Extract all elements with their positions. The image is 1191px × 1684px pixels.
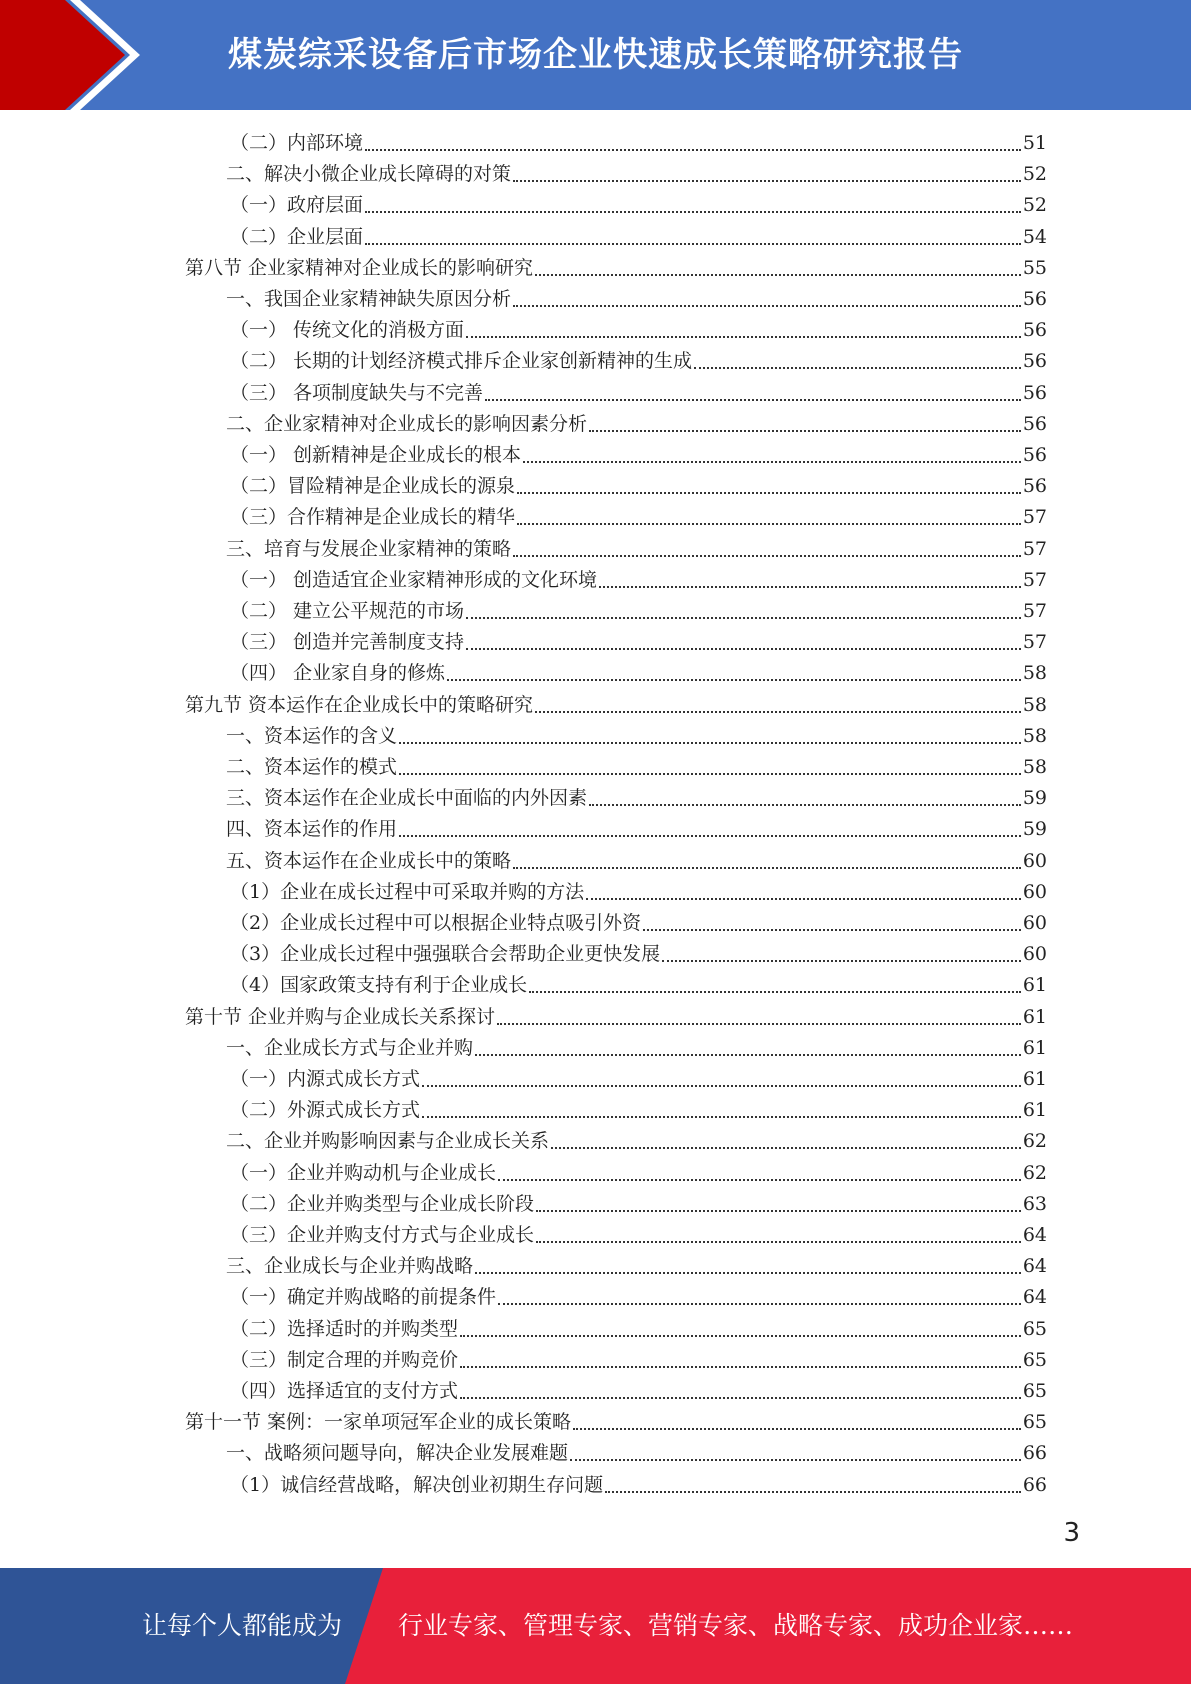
toc-dot-leader (536, 1210, 1021, 1212)
toc-entry-page: 57 (1022, 600, 1047, 622)
toc-entry-title: （二） 长期的计划经济模式排斥企业家创新精神的生成 (230, 350, 693, 372)
toc-entry[interactable] (230, 565, 1047, 596)
toc-dot-leader (365, 243, 1021, 245)
toc-entry-title: 第十一节 案例：一家单项冠军企业的成长策略 (185, 1411, 572, 1433)
toc-entry[interactable] (226, 846, 1047, 877)
page-footer (0, 1568, 1191, 1684)
toc-entry-title: （3）企业成长过程中强强联合会帮助企业更快发展 (230, 943, 661, 965)
toc-entry[interactable] (230, 627, 1047, 658)
toc-entry-title: 三、资本运作在企业成长中面临的内外因素 (226, 787, 588, 809)
toc-entry-title: （三） 各项制度缺失与不完善 (230, 382, 484, 404)
toc-entry[interactable] (230, 939, 1047, 970)
toc-entry[interactable] (185, 1002, 1047, 1033)
toc-entry[interactable] (230, 596, 1047, 627)
toc-entry[interactable] (230, 378, 1047, 409)
toc-dot-leader (466, 336, 1021, 338)
toc-entry-page: 59 (1022, 818, 1047, 840)
toc-dot-leader (460, 1397, 1021, 1399)
toc-entry-title: （二）企业并购类型与企业成长阶段 (230, 1193, 535, 1215)
toc-entry-page: 57 (1022, 631, 1047, 653)
toc-entry[interactable] (230, 1376, 1047, 1407)
toc-entry[interactable] (226, 159, 1047, 190)
toc-entry-page: 61 (1022, 974, 1047, 996)
toc-dot-leader (485, 399, 1021, 401)
toc-entry-title: 三、培育与发展企业家精神的策略 (226, 538, 512, 560)
toc-entry-page: 58 (1022, 662, 1047, 684)
toc-dot-leader (517, 492, 1021, 494)
page-number: 3 (1063, 1518, 1080, 1548)
toc-entry-page: 65 (1022, 1380, 1047, 1402)
toc-dot-leader (422, 1116, 1021, 1118)
toc-entry-title: 一、战略须问题导向，解决企业发展难题 (226, 1442, 569, 1464)
toc-entry-page: 51 (1022, 132, 1047, 154)
toc-entry-page: 64 (1022, 1286, 1047, 1308)
toc-entry[interactable] (230, 1095, 1047, 1126)
toc-entry[interactable] (230, 1282, 1047, 1313)
toc-entry-title: （一）政府层面 (230, 194, 364, 216)
toc-entry-title: （四）选择适宜的支付方式 (230, 1380, 459, 1402)
toc-entry[interactable] (226, 1251, 1047, 1282)
toc-entry-title: （4）国家政策支持有利于企业成长 (230, 974, 528, 996)
toc-entry[interactable] (230, 222, 1047, 253)
report-title: 煤炭综采设备后市场企业快速成长策略研究报告 (228, 35, 963, 75)
toc-entry-page: 54 (1022, 226, 1047, 248)
toc-dot-leader (535, 711, 1021, 713)
toc-dot-leader (498, 1179, 1021, 1181)
toc-dot-leader (399, 773, 1021, 775)
toc-entry-title: （1）企业在成长过程中可采取并购的方法 (230, 881, 585, 903)
toc-entry[interactable] (226, 721, 1047, 752)
toc-entry-title: （一）确定并购战略的前提条件 (230, 1286, 497, 1308)
toc-entry[interactable] (230, 1064, 1047, 1095)
toc-entry-title: 一、企业成长方式与企业并购 (226, 1037, 474, 1059)
toc-entry-title: 四、资本运作的作用 (226, 818, 398, 840)
toc-entry[interactable] (185, 1407, 1047, 1438)
toc-entry-title: （一） 创造适宜企业家精神形成的文化环境 (230, 569, 598, 591)
footer-slogan-left: 让每个人都能成为 (142, 1611, 343, 1640)
toc-entry-title: （2）企业成长过程中可以根据企业特点吸引外资 (230, 912, 642, 934)
toc-entry-title: 五、资本运作在企业成长中的策略 (226, 850, 512, 872)
toc-entry-page: 60 (1022, 943, 1047, 965)
header-arrow-graphic (0, 0, 160, 110)
toc-entry[interactable] (230, 346, 1047, 377)
page-header (0, 0, 1191, 110)
toc-dot-leader (573, 1428, 1021, 1430)
toc-dot-leader (536, 1241, 1021, 1243)
toc-entry-title: （二）外源式成长方式 (230, 1099, 421, 1121)
toc-entry[interactable] (226, 1033, 1047, 1064)
toc-entry[interactable] (226, 783, 1047, 814)
toc-dot-leader (605, 1491, 1021, 1493)
toc-dot-leader (513, 305, 1021, 307)
toc-entry-title: 二、资本运作的模式 (226, 756, 398, 778)
toc-dot-leader (475, 1054, 1021, 1056)
toc-dot-leader (599, 586, 1021, 588)
toc-entry-page: 56 (1022, 413, 1047, 435)
toc-entry-title: 二、企业家精神对企业成长的影响因素分析 (226, 413, 588, 435)
toc-entry-page: 65 (1022, 1411, 1047, 1433)
toc-entry[interactable] (185, 690, 1047, 721)
toc-entry-title: （1）诚信经营战略，解决创业初期生存问题 (230, 1474, 604, 1496)
toc-entry[interactable] (230, 315, 1047, 346)
toc-entry-page: 57 (1022, 506, 1047, 528)
toc-dot-leader (399, 835, 1021, 837)
toc-dot-leader (589, 430, 1021, 432)
toc-dot-leader (551, 1147, 1021, 1149)
toc-dot-leader (589, 804, 1021, 806)
toc-dot-leader (447, 679, 1021, 681)
toc-entry[interactable] (230, 658, 1047, 689)
toc-dot-leader (513, 555, 1021, 557)
toc-entry-page: 56 (1022, 444, 1047, 466)
toc-entry-page: 61 (1022, 1068, 1047, 1090)
toc-entry-title: 第十节 企业并购与企业成长关系探讨 (185, 1006, 496, 1028)
toc-dot-leader (523, 461, 1021, 463)
toc-entry-page: 61 (1022, 1006, 1047, 1028)
toc-entry-page: 55 (1022, 257, 1047, 279)
toc-dot-leader (643, 929, 1021, 931)
toc-entry-page: 58 (1022, 725, 1047, 747)
toc-dot-leader (365, 211, 1021, 213)
toc-entry-page: 65 (1022, 1349, 1047, 1371)
toc-entry-page: 65 (1022, 1318, 1047, 1340)
toc-entry-title: （二）冒险精神是企业成长的源泉 (230, 475, 516, 497)
toc-entry-page: 56 (1022, 288, 1047, 310)
toc-entry-title: （一） 传统文化的消极方面 (230, 319, 465, 341)
toc-entry-page: 61 (1022, 1099, 1047, 1121)
toc-entry[interactable] (230, 440, 1047, 471)
toc-entry[interactable] (226, 534, 1047, 565)
toc-entry-title: （二）企业层面 (230, 226, 364, 248)
toc-entry-title: （二）内部环境 (230, 132, 364, 154)
toc-entry-page: 56 (1022, 382, 1047, 404)
toc-entry[interactable] (226, 752, 1047, 783)
toc-entry[interactable] (230, 877, 1047, 908)
toc-dot-leader (466, 617, 1021, 619)
toc-dot-leader (586, 898, 1021, 900)
toc-entry-title: （二）选择适时的并购类型 (230, 1318, 459, 1340)
toc-entry-page: 57 (1022, 569, 1047, 591)
toc-dot-leader (535, 274, 1021, 276)
toc-dot-leader (513, 180, 1021, 182)
toc-dot-leader (497, 1023, 1021, 1025)
toc-dot-leader (475, 1272, 1021, 1274)
toc-entry[interactable] (230, 1158, 1047, 1189)
toc-entry-title: 第八节 企业家精神对企业成长的影响研究 (185, 257, 534, 279)
toc-entry[interactable] (230, 1189, 1047, 1220)
toc-entry-page: 62 (1022, 1162, 1047, 1184)
toc-entry-page: 61 (1022, 1037, 1047, 1059)
toc-entry-title: （一）内源式成长方式 (230, 1068, 421, 1090)
toc-entry[interactable] (230, 471, 1047, 502)
toc-entry-page: 52 (1022, 163, 1047, 185)
toc-entry-page: 60 (1022, 881, 1047, 903)
toc-entry-page: 66 (1022, 1474, 1047, 1496)
toc-dot-leader (513, 867, 1021, 869)
toc-entry-page: 60 (1022, 912, 1047, 934)
toc-entry-page: 62 (1022, 1130, 1047, 1152)
toc-entry-page: 52 (1022, 194, 1047, 216)
toc-entry-page: 56 (1022, 350, 1047, 372)
toc-entry-title: 第九节 资本运作在企业成长中的策略研究 (185, 694, 534, 716)
toc-entry[interactable] (230, 1345, 1047, 1376)
toc-dot-leader (662, 960, 1021, 962)
toc-entry-title: （一） 创新精神是企业成长的根本 (230, 444, 522, 466)
footer-slogan-right: 行业专家、管理专家、营销专家、战略专家、成功企业家…… (398, 1611, 1074, 1640)
toc-entry-page: 57 (1022, 538, 1047, 560)
toc-entry-title: （四） 企业家自身的修炼 (230, 662, 446, 684)
toc-entry-page: 58 (1022, 756, 1047, 778)
toc-entry[interactable] (185, 253, 1047, 284)
toc-entry-title: 二、解决小微企业成长障碍的对策 (226, 163, 512, 185)
toc-dot-leader (498, 1303, 1021, 1305)
toc-entry[interactable] (226, 409, 1047, 440)
toc-entry[interactable] (230, 1314, 1047, 1345)
toc-dot-leader (365, 149, 1021, 151)
toc-entry[interactable] (230, 128, 1047, 159)
toc-entry[interactable] (226, 1126, 1047, 1157)
toc-entry-title: （三） 创造并完善制度支持 (230, 631, 465, 653)
toc-entry-title: 一、我国企业家精神缺失原因分析 (226, 288, 512, 310)
toc-entry-title: 二、企业并购影响因素与企业成长关系 (226, 1130, 550, 1152)
toc-entry[interactable] (226, 1438, 1047, 1469)
toc-dot-leader (517, 523, 1021, 525)
toc-entry-title: （二） 建立公平规范的市场 (230, 600, 465, 622)
toc-dot-leader (460, 1366, 1021, 1368)
toc-entry-page: 60 (1022, 850, 1047, 872)
toc-entry[interactable] (230, 502, 1047, 533)
toc-entry[interactable] (230, 1220, 1047, 1251)
toc-entry-page: 66 (1022, 1442, 1047, 1464)
toc-entry[interactable] (226, 284, 1047, 315)
toc-entry[interactable] (230, 908, 1047, 939)
toc-entry[interactable] (230, 190, 1047, 221)
toc-entry-page: 64 (1022, 1255, 1047, 1277)
toc-entry[interactable] (230, 1470, 1047, 1501)
toc-entry-title: （三）合作精神是企业成长的精华 (230, 506, 516, 528)
toc-dot-leader (399, 742, 1021, 744)
toc-entry-page: 59 (1022, 787, 1047, 809)
toc-entry-title: 一、资本运作的含义 (226, 725, 398, 747)
toc-entry-page: 56 (1022, 319, 1047, 341)
toc-dot-leader (460, 1335, 1021, 1337)
toc-entry[interactable] (230, 970, 1047, 1001)
toc-entry-page: 64 (1022, 1224, 1047, 1246)
toc-dot-leader (570, 1459, 1021, 1461)
toc-entry-title: （一）企业并购动机与企业成长 (230, 1162, 497, 1184)
toc-entry-title: （三）企业并购支付方式与企业成长 (230, 1224, 535, 1246)
toc-entry-title: 三、企业成长与企业并购战略 (226, 1255, 474, 1277)
toc-entry[interactable] (226, 814, 1047, 845)
toc-entry-page: 63 (1022, 1193, 1047, 1215)
toc-entry-page: 58 (1022, 694, 1047, 716)
toc-dot-leader (529, 991, 1021, 993)
toc-dot-leader (466, 648, 1021, 650)
toc-entry-page: 56 (1022, 475, 1047, 497)
toc-dot-leader (694, 367, 1021, 369)
toc-dot-leader (422, 1085, 1021, 1087)
toc-entry-title: （三）制定合理的并购竞价 (230, 1349, 459, 1371)
